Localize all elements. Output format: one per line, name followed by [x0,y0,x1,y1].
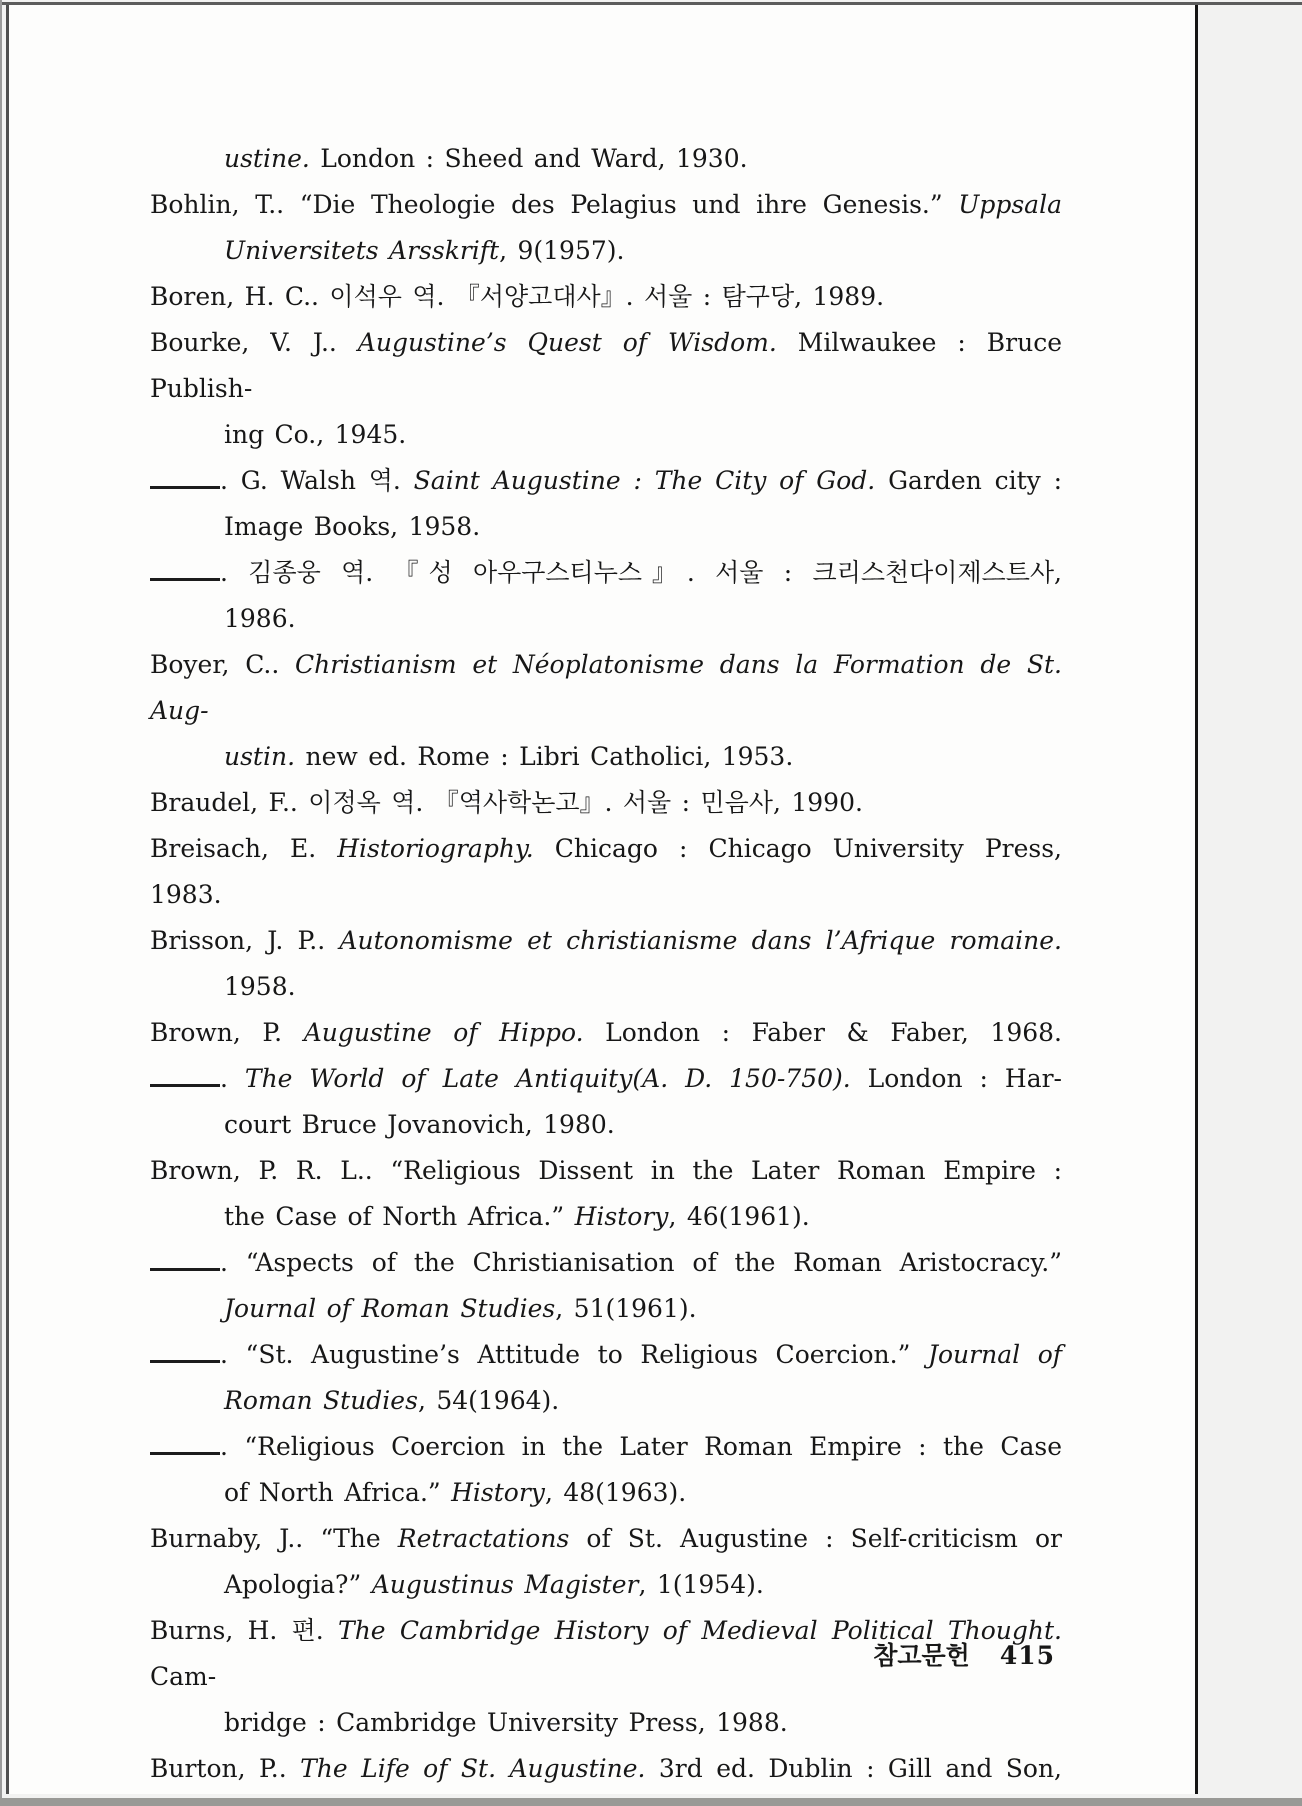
bibliography-line [150,1010,1062,1056]
text-run: The World of Late Antiquity(A. D. 150-750). [244,1064,851,1093]
text-run: Journal of [927,1340,1062,1369]
bibliography-entry [150,918,1062,1010]
text-run: Universitets Arsskrift [224,236,500,265]
text-run: . “Religious Coercion in the Later Roman Empire : the Case [220,1432,1062,1461]
text-run: Historiography. [337,834,534,863]
bibliography-line [150,320,1062,412]
bibliography-line [150,1700,1062,1746]
text-run: 3rd ed. Dublin : Gill and Son, [645,1754,1062,1783]
text-run: court Bruce Jovanovich, 1980. [224,1110,615,1139]
text-run: , 9(1957). [499,236,625,265]
bibliography-line [150,458,1062,504]
bibliography-line [150,1562,1062,1608]
bibliography-entry [150,136,1062,182]
text-run: The Cambridge History of Medieval Political Thought. [338,1616,1062,1645]
bibliography-line [150,1332,1062,1378]
text-run: Cam- [150,1662,217,1691]
text-run: Augustinus Magister [371,1570,639,1599]
text-run: of North Africa.” [224,1478,452,1507]
text-run: London : Faber & Faber, 1968. [583,1018,1062,1047]
text-run: Brisson, J. P.. [150,926,340,955]
text-run: Chicago : Chicago University Press, 1983. [150,834,1062,909]
text-run: . “Aspects of the Christianisation of the Roman Aristocracy.” [220,1248,1062,1277]
bibliography-entry [150,1516,1062,1608]
text-run: Burnaby, J.. “The [150,1524,398,1553]
text-run: ustine. [224,144,310,173]
bibliography-entry [150,182,1062,274]
bibliography-line [150,1056,1062,1102]
bibliography-line [150,504,1062,550]
bibliography-entry [150,1332,1062,1424]
text-run: bridge : Cambridge University Press, 1988. [224,1708,788,1737]
footer [150,1636,1055,1672]
bibliography-line [150,228,1062,274]
text-run: Brown, P. R. L.. “Religious Dissent in the Later Roman Empire : [150,1156,1062,1185]
bibliography-entry [150,1746,1062,1792]
scan-border-bottom [0,1798,1302,1806]
text-run: London : Har- [850,1064,1062,1093]
bibliography-line [150,136,1062,182]
bibliography-line [150,1378,1062,1424]
bibliography-entry [150,1608,1062,1746]
bibliography-line [150,596,1062,642]
text-run: , 48(1963). [544,1478,687,1507]
bibliography-entry [150,320,1062,458]
text-run: Christianism et Néoplatonisme dans la Formation de St. Aug- [150,650,1062,725]
text-run: Uppsala [958,190,1062,219]
text-run: ing Co., 1945. [224,420,407,449]
text-run: Burns, H. 편. [150,1616,339,1645]
bibliography-entry [150,274,1062,320]
text-run: . G. Walsh 역. [220,466,414,495]
text-run: , 54(1964). [417,1386,560,1415]
text-run: Apologia?” [224,1570,372,1599]
footer-section-label: 참고문헌 [873,1641,970,1670]
text-run: Retractations [397,1524,570,1553]
bibliography-line [150,964,1062,1010]
text-run: new ed. Rome : Libri Catholici, 1953. [295,742,794,771]
text-run: The Life of St. Augustine. [300,1754,646,1783]
text-run: Image Books, 1958. [224,512,481,541]
text-run: London : Sheed and Ward, 1930. [309,144,748,173]
text-run: Journal of Roman Studies [224,1294,556,1323]
bibliography-line [150,1424,1062,1470]
text-run: Garden city : [875,466,1062,495]
bibliography-entry [150,1148,1062,1240]
bibliography-line [150,1746,1062,1792]
same-author-dash [150,1439,220,1455]
bibliography-entry [150,1240,1062,1332]
bibliography-line [150,734,1062,780]
text-run: Augustine’s Quest of Wisdom. [357,328,777,357]
bibliography-line [150,1148,1062,1194]
bibliography-line [150,1286,1062,1332]
bibliography-line [150,780,1062,826]
same-author-dash [150,1255,220,1271]
text-run: Bohlin, T.. “Die Theologie des Pelagius und ihre Genesis.” [150,190,959,219]
bibliography-line [150,826,1062,918]
text-run: Saint Augustine : The City of God. [413,466,876,495]
bibliography-line [150,1240,1062,1286]
text-run: Roman Studies [224,1386,418,1415]
text-run: Milwaukee : Bruce Publish- [150,328,1062,403]
bibliography-line [150,412,1062,458]
bibliography-line [150,274,1062,320]
text-run: . 김종웅 역. 『성 아우구스티누스』. 서울 : 크리스천다이제스트사, [220,558,1062,587]
same-author-dash [150,1071,220,1087]
text-run: . “St. Augustine’s Attitude to Religious Coercion.” [220,1340,928,1369]
text-run: Braudel, F.. 이정옥 역. 『역사학논고』. 서울 : 민음사, 1990. [150,788,863,817]
bibliography-entry [150,550,1062,642]
bibliography-line [150,1516,1062,1562]
bibliography-entry [150,1424,1062,1516]
bibliography-entry [150,1056,1062,1148]
text-run: , 51(1961). [555,1294,697,1323]
bibliography-line [150,918,1062,964]
bibliography-entry [150,780,1062,826]
same-author-dash [150,473,220,489]
text-run: of St. Augustine : Self-criticism or [569,1524,1062,1553]
text-run: Bourke, V. J.. [150,328,358,357]
text-run: 1958. [224,972,296,1001]
text-run: , 1(1954). [638,1570,764,1599]
footer-page-number: 415 [999,1641,1055,1670]
bibliography-line [150,1470,1062,1516]
bibliography-list [150,136,1062,1792]
text-run: History [574,1202,669,1231]
text-run: the Case of North Africa.” [224,1202,575,1231]
text-run: 1986. [224,604,296,633]
bibliography-line [150,1194,1062,1240]
text-run: Breisach, E. [150,834,338,863]
text-run: , 46(1961). [668,1202,810,1231]
bibliography-line [150,1102,1062,1148]
bibliography-line [150,550,1062,596]
text-run: Burton, P.. [150,1754,301,1783]
bibliography-line [150,642,1062,734]
text-run: Boyer, C.. [150,650,296,679]
same-author-dash [150,1347,220,1363]
text-run: History [451,1478,545,1507]
text-run: Augustine of Hippo. [303,1018,584,1047]
bibliography-entry [150,1010,1062,1056]
bibliography-entry [150,826,1062,918]
bibliography-entry [150,458,1062,550]
text-run: Brown, P. [150,1018,304,1047]
text-run: Boren, H. C.. 이석우 역. 『서양고대사』. 서울 : 탐구당, 1989. [150,282,885,311]
text-run: . [220,1064,245,1093]
same-author-dash [150,565,220,581]
scan-border-left [0,0,2,1798]
text-run: ustin. [224,742,296,771]
bibliography-line [150,182,1062,228]
bibliography-entry [150,642,1062,780]
text-run: Autonomisme et christianisme dans l’Afrique romaine. [339,926,1062,955]
